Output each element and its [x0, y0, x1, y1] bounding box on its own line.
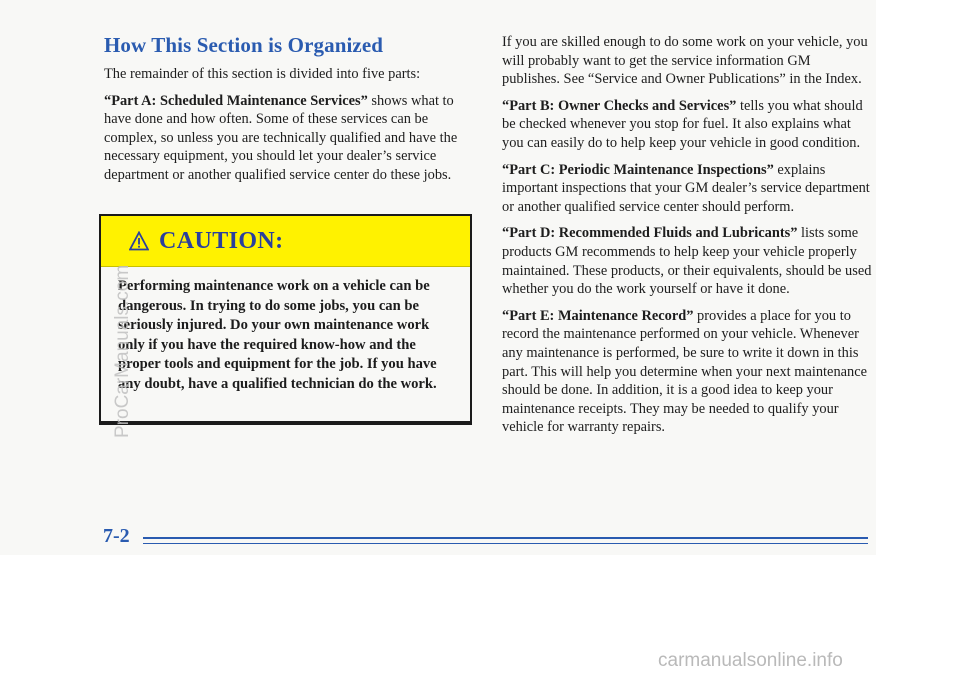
part-e-heading: “Part E: Maintenance Record” — [502, 307, 694, 324]
part-e-paragraph — [502, 307, 872, 437]
side-watermark: ProCarManuals.com — [112, 264, 133, 438]
part-b-heading: “Part B: Owner Checks and Services” — [502, 97, 737, 114]
part-b-paragraph — [502, 97, 872, 153]
part-c-paragraph — [502, 161, 872, 217]
page-number: 7-2 — [103, 525, 130, 547]
part-a-heading: “Part A: Scheduled Maintenance Services” — [104, 92, 368, 109]
intro-paragraph: The remainder of this section is divided into five parts: — [104, 66, 421, 82]
part-e-text: provides a place for you to record the maintenance performed on your vehicle. Whenever any maintenance is performed, be sure to write it down in this part. This will help you determine when your next maintenance should be done. In addition, it is a good idea to keep your maintenance receipts. They may be needed to qualify your vehicle for warranty repairs. — [502, 307, 867, 436]
caution-title: CAUTION: — [159, 227, 284, 254]
part-c-heading: “Part C: Periodic Maintenance Inspections” — [502, 161, 774, 178]
right-column — [502, 33, 872, 445]
caution-header — [101, 216, 470, 267]
warning-triangle-icon — [129, 231, 149, 251]
part-d-paragraph — [502, 224, 872, 298]
part-a-paragraph — [104, 92, 472, 185]
footer-watermark: carmanualsonline.info — [658, 650, 843, 671]
caution-text: Performing maintenance work on a vehicle can be dangerous. In trying to do some jobs, you can be seriously injured. Do your own maintenance work only if you have the required know-how and the proper tools and equipment for the job. If you have any doubt, have a qualified technician do the work. — [118, 278, 437, 392]
caution-box — [99, 214, 472, 425]
part-c-text: explains important inspections that your GM dealer’s service department or another qualified service center should perform. — [502, 161, 870, 215]
footer-rule-thin — [143, 543, 868, 544]
service-info-paragraph: If you are skilled enough to do some work on your vehicle, you will probably want to get the service information GM publishes. See “Service and Owner Publications” in the Index. — [502, 34, 868, 88]
part-d-text: lists some products GM recommends to help keep your vehicle properly maintained. These products, or their equivalents, should be used whether you do the work yourself or have it done. — [502, 225, 872, 298]
section-title: How This Section is Organized — [104, 33, 384, 57]
left-column — [104, 33, 472, 193]
part-a-text: shows what to have done and how often. Some of these services can be complex, so unless you are technically qualified and have the necessary equipment, you should let your dealer’s service department or another qualified service center do these jobs. — [104, 92, 458, 183]
part-b-text: tells you what should be checked whenever you stop for fuel. It also explains what you can easily do to help keep your vehicle in good condition. — [502, 97, 863, 151]
footer-rule — [143, 537, 868, 539]
part-d-heading: “Part D: Recommended Fluids and Lubricants” — [502, 225, 798, 242]
